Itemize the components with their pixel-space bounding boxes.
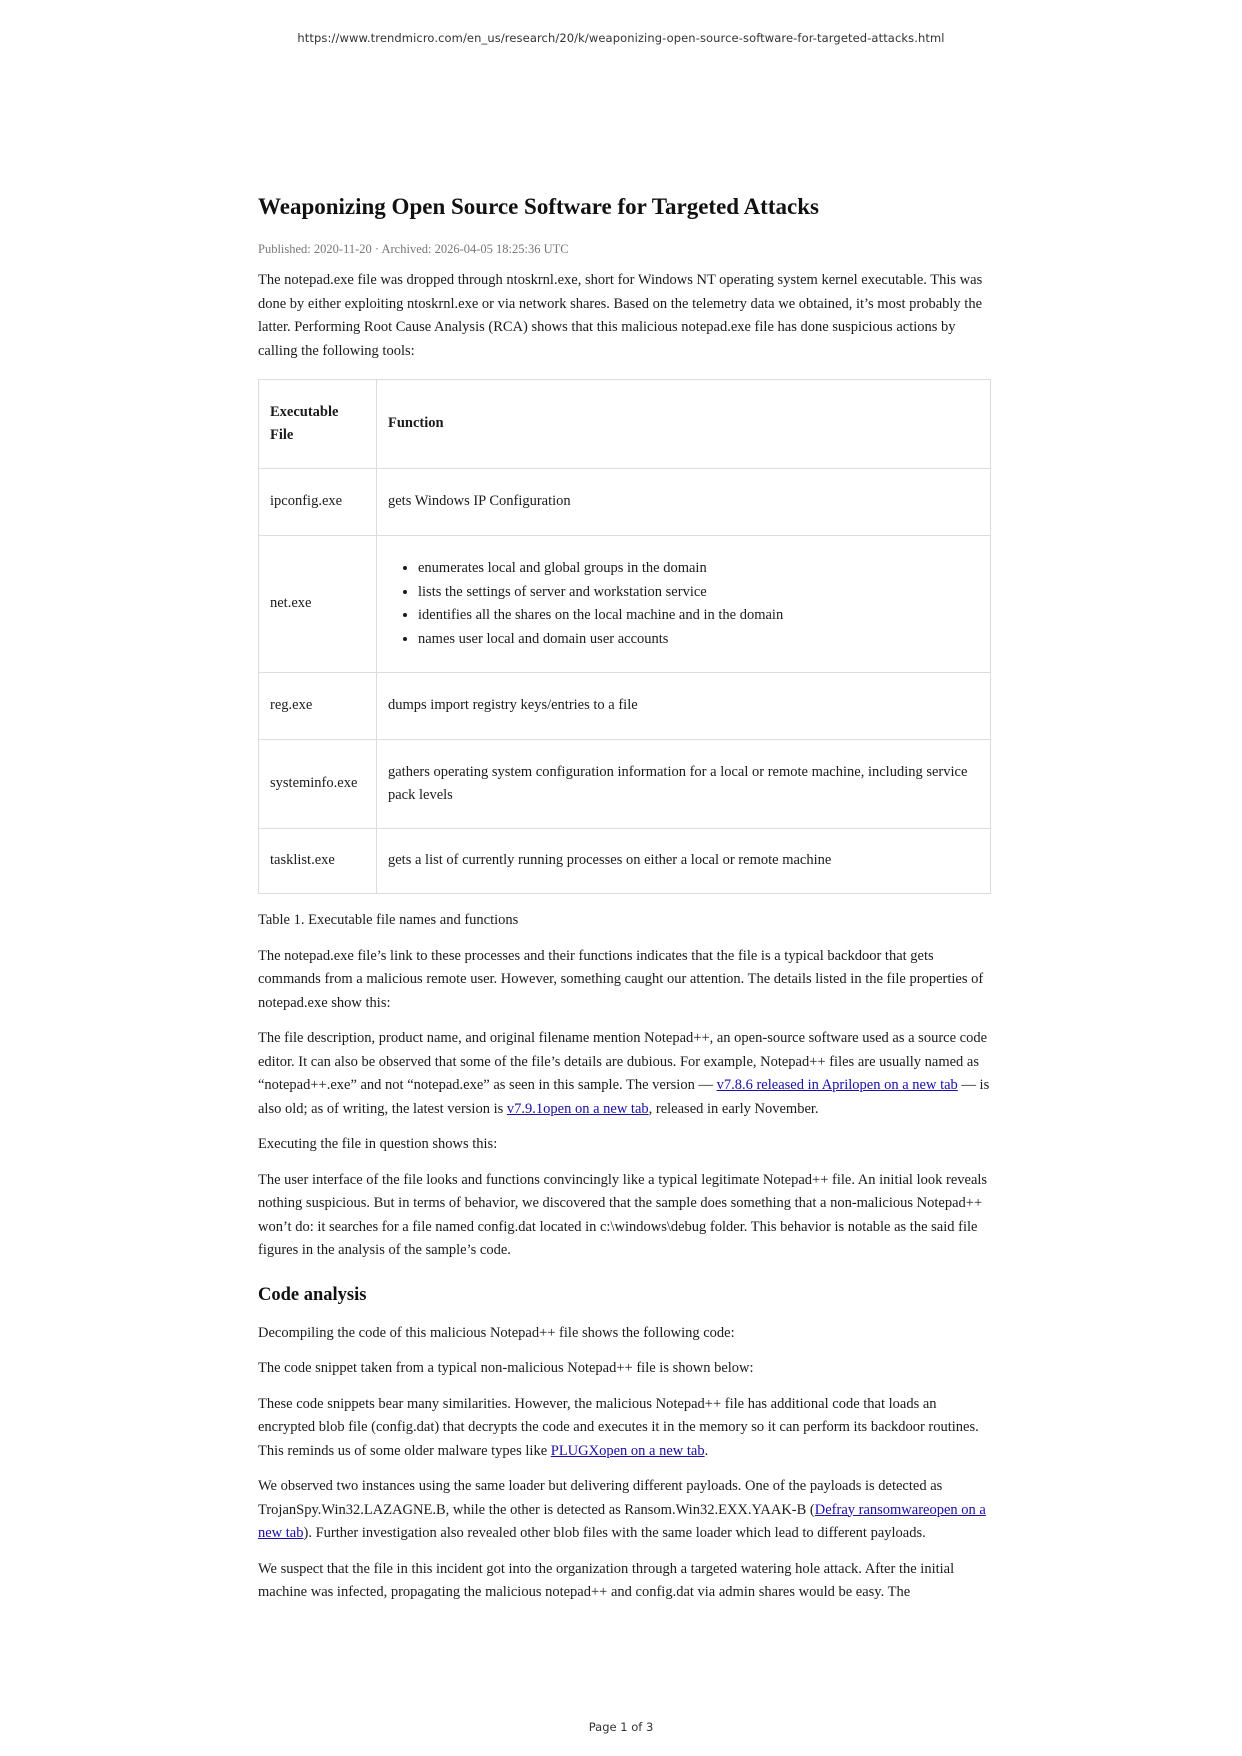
table-header-file: Executable File (259, 380, 377, 469)
article (258, 190, 991, 1605)
text-span: . (704, 1442, 709, 1459)
table-cell-function: gathers operating system configuration information for a local or remote machine, including service pack levels (377, 740, 991, 829)
table-cell-function (377, 536, 991, 673)
table-cell-function: gets a list of currently running processes on either a local or remote machine (377, 829, 991, 894)
table-cell-file: net.exe (259, 536, 377, 673)
version-786-link[interactable]: v7.8.6 released in Aprilopen on a new tab (716, 1077, 958, 1093)
table-caption: Table 1. Executable file names and functions (258, 912, 519, 928)
table-cell-file: tasklist.exe (259, 829, 377, 894)
net-functions-list (388, 557, 979, 651)
table-header-function: Function (377, 380, 991, 469)
table-cell-function: gets Windows IP Configuration (377, 469, 991, 536)
user-interface-paragraph: The user interface of the file looks and functions convincingly like a typical legitimate Notepad++ file. An initial look reveals nothing suspicious. But in terms of behavior, we discovered that the sample does something that a non-malicious Notepad++ won’t do: it searches for a file named config.dat located in c:\windows\debug folder. This behavior is notable as the said file figures in the analysis of the sample’s code. (258, 1171, 988, 1258)
table-header-row (259, 380, 991, 469)
article-title: Weaponizing Open Source Software for Targeted Attacks (258, 194, 819, 219)
list-item: • names user local and domain user accounts (418, 628, 979, 652)
file-description-paragraph (258, 1027, 991, 1121)
text-span: — is also old; as of writing, the latest version is (258, 1077, 990, 1117)
table-row (259, 740, 991, 829)
version-791-link[interactable]: v7.9.1open on a new tab (506, 1100, 649, 1117)
table-row (259, 469, 991, 536)
table-cell-file: systeminfo.exe (259, 740, 377, 829)
text-span: The file description, product name, and original filename mention Notepad++, an open-source software used as a source code editor. It can also be observed that some of the file’s details are dubious. For example, Notepad++ files are usually named as “notepad++.exe” and not “notepad.exe” as seen in this sample. The version — (258, 1030, 988, 1093)
code-analysis-heading: Code analysis (258, 1284, 367, 1305)
intro-paragraph: The notepad.exe file was dropped through ntoskrnl.exe, short for Windows NT operating system kernel executable. This was done by either exploiting ntoskrnl.exe or via network shares. Based on the telemetry data we obtained, it’s most probably the latter. Performing Root Cause Analysis (RCA) shows that this malicious notepad.exe file has done suspicious actions by calling the following tools: (258, 272, 983, 359)
list-item: • enumerates local and global groups in the domain (418, 557, 979, 581)
plugx-link[interactable]: PLUGXopen on a new tab (550, 1442, 705, 1459)
instances-paragraph (258, 1475, 991, 1546)
executables-table (258, 379, 991, 894)
text-span: We observed two instances using the same loader but delivering different payloads. One of the payloads is detected as TrojanSpy.Win32.LAZAGNE.B, while the other is detected as Ransom.Win32.EXX.YAAK-B ( (258, 1478, 943, 1518)
defray-ransomware-link[interactable]: Defray ransomwareopen on a new tab (258, 1501, 986, 1541)
snippet-paragraph: The code snippet taken from a typical non-malicious Notepad++ file is shown below: (258, 1360, 754, 1376)
watering-hole-paragraph: We suspect that the file in this incident got into the organization through a targeted watering hole attack. After the initial machine was infected, propagating the malicious notepad++ and config.dat via admin shares would be easy. The (258, 1560, 955, 1600)
table-cell-function: dumps import registry keys/entries to a file (377, 673, 991, 740)
executing-paragraph: Executing the file in question shows this: (258, 1136, 498, 1152)
backdoor-paragraph: The notepad.exe file’s link to these processes and their functions indicates that the file is a typical backdoor that gets commands from a malicious remote user. However, something caught our attention. The details listed in the file properties of notepad.exe show this: (258, 947, 984, 1011)
table-row (259, 536, 991, 673)
text-span: ). Further investigation also revealed other blob files with the same loader which lead to different payloads. (303, 1525, 926, 1541)
text-span: , released in early November. (648, 1100, 819, 1117)
table-cell-file: reg.exe (259, 673, 377, 740)
page-url-header: https://www.trendmicro.com/en_us/research/20/k/weaponizing-open-source-software-for-targeted-attacks.html (297, 31, 945, 45)
article-meta: Published: 2020-11-20 · Archived: 2026-04-05 18:25:36 UTC (258, 242, 569, 256)
table-row (259, 829, 991, 894)
similarities-paragraph (258, 1393, 991, 1464)
decompiling-paragraph: Decompiling the code of this malicious Notepad++ file shows the following code: (258, 1324, 735, 1341)
list-item: • identifies all the shares on the local machine and in the domain (418, 604, 979, 628)
page-number: Page 1 of 3 (588, 1720, 654, 1734)
text-span: These code snippets bear many similarities. However, the malicious Notepad++ file has additional code that loads an encrypted blob file (config.dat) that decrypts the code and executes it in the memory so it can perform its backdoor routines. This reminds us of some older malware types like (258, 1395, 979, 1459)
list-item: • lists the settings of server and workstation service (418, 581, 979, 605)
table-cell-file: ipconfig.exe (259, 469, 377, 536)
table-row (259, 673, 991, 740)
